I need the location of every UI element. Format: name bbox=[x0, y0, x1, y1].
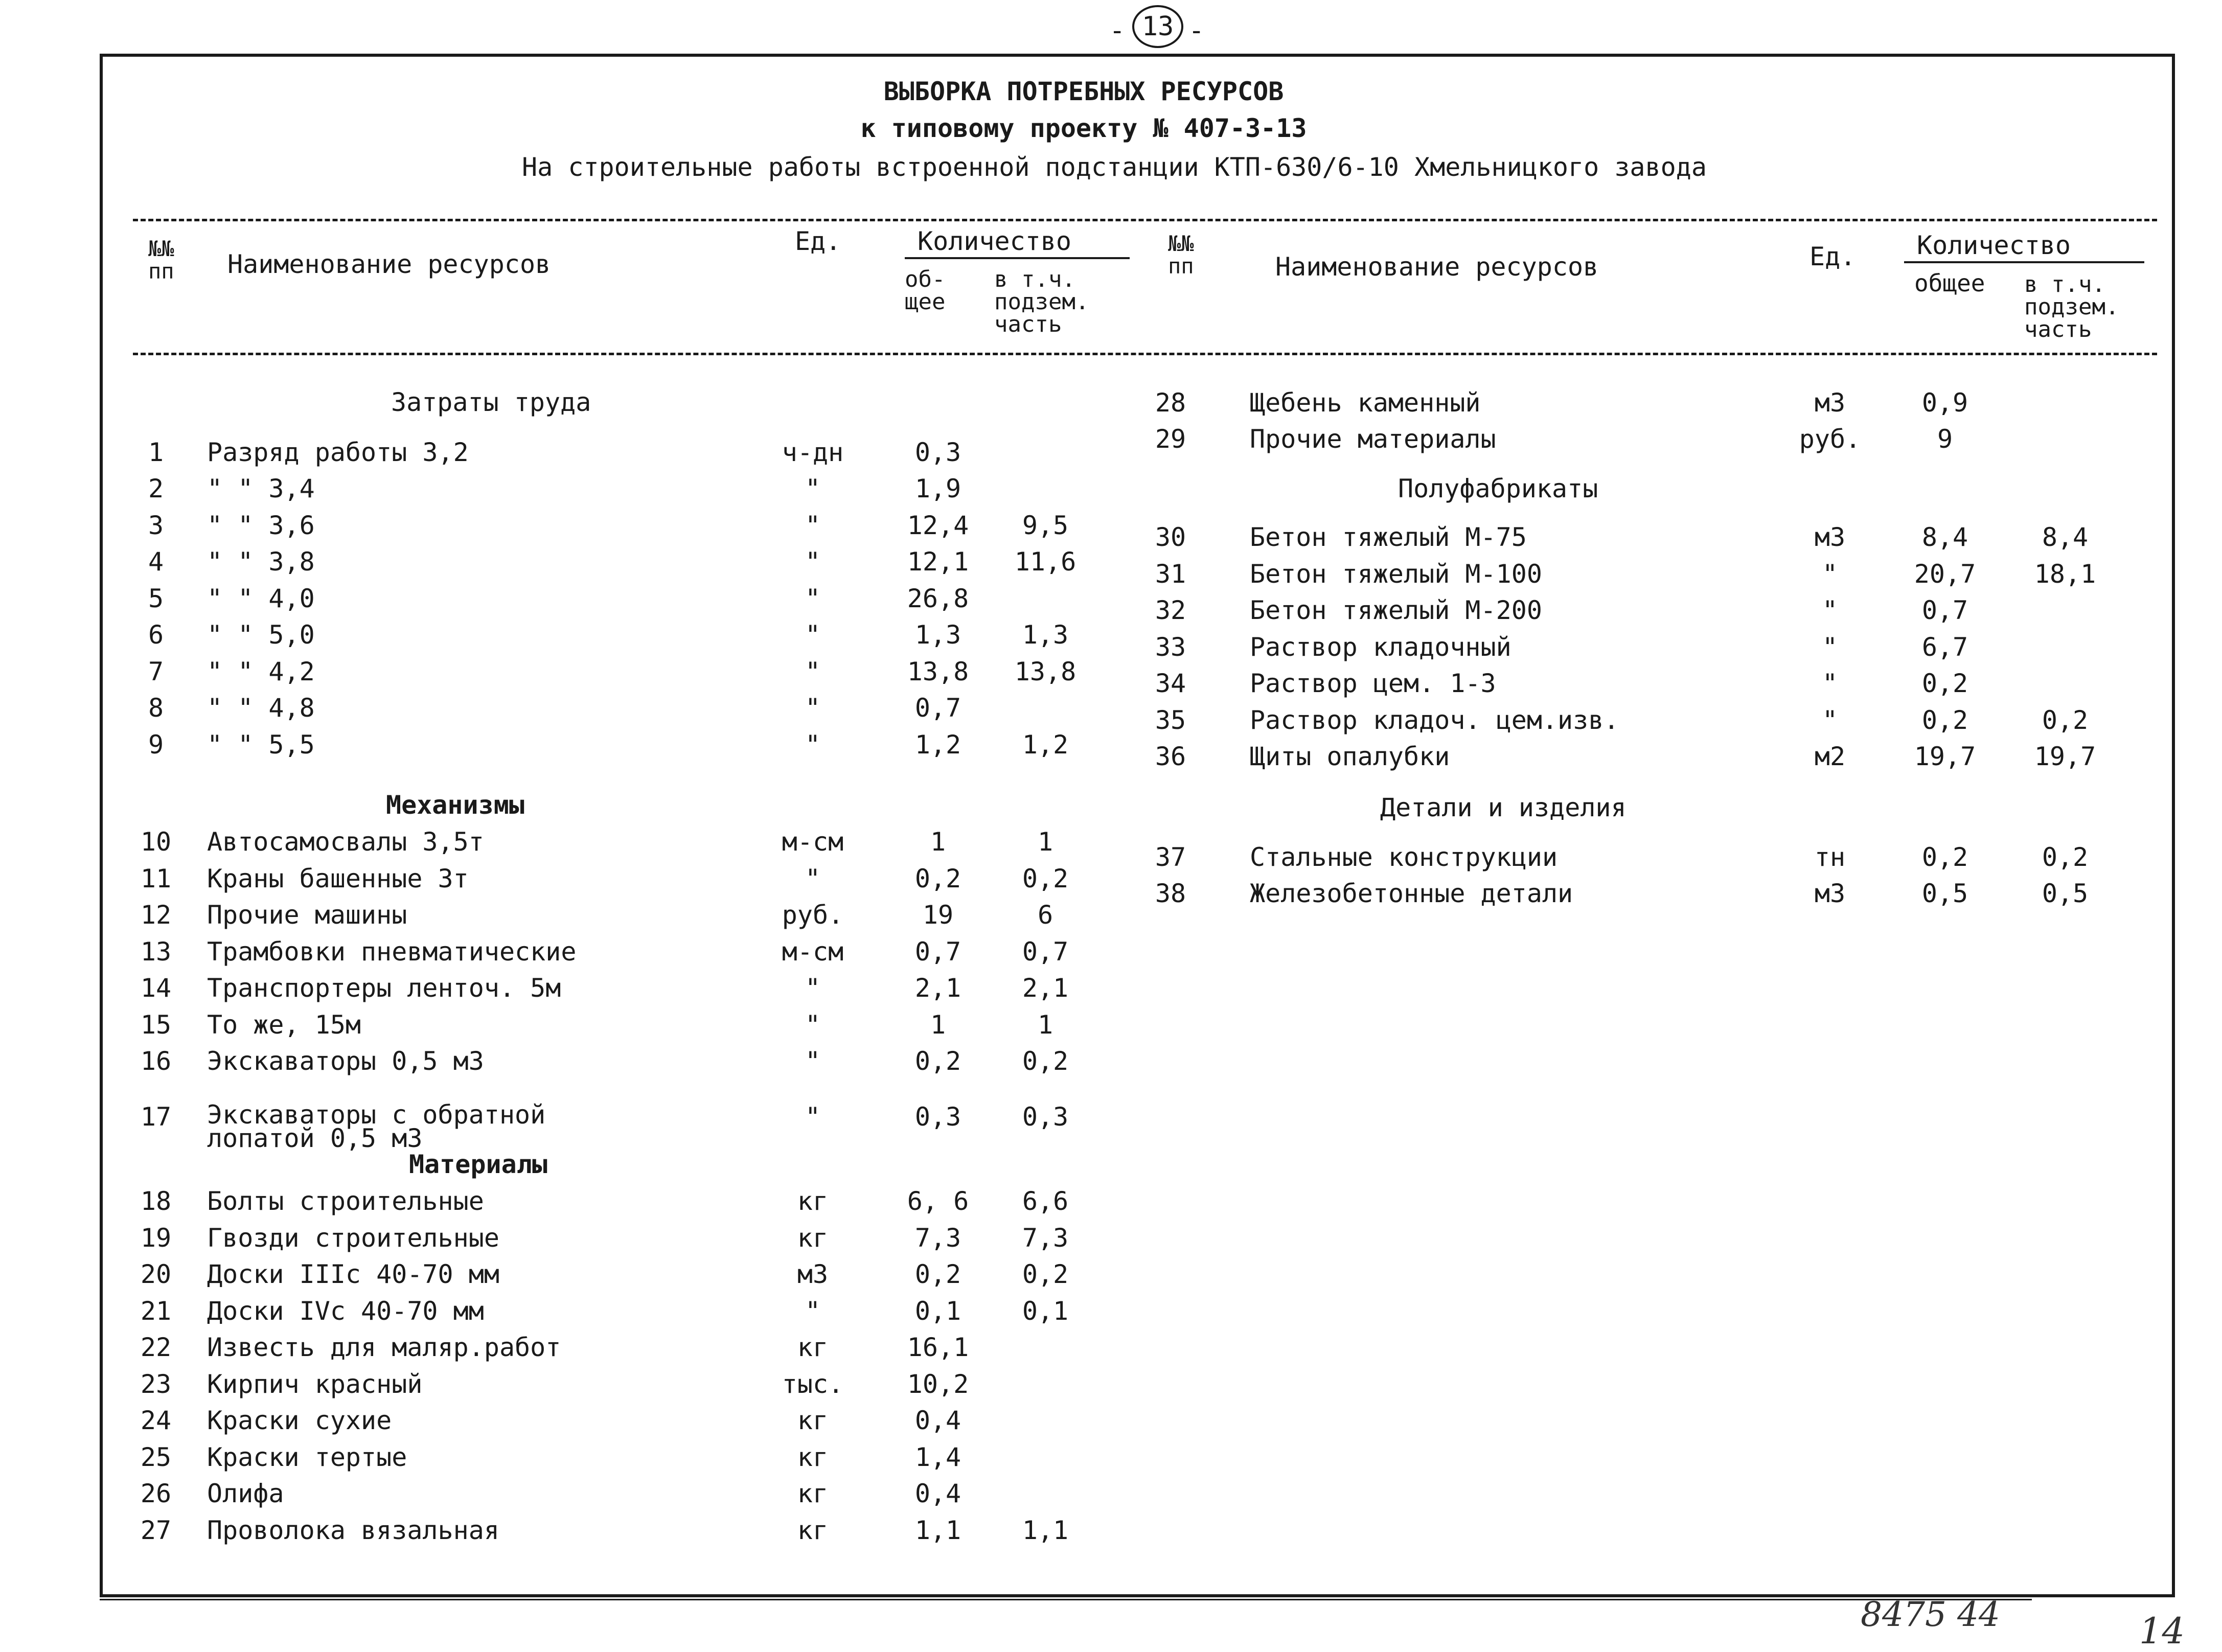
quantity-underground: 1,3 bbox=[1022, 620, 1069, 650]
resource-name: " " 5,0 bbox=[207, 620, 315, 650]
unit: " bbox=[805, 1102, 821, 1132]
quantity-total: 8,4 bbox=[1921, 522, 1968, 552]
resource-name: Проволока вязальная bbox=[207, 1516, 499, 1545]
quantity-total: 16,1 bbox=[907, 1333, 969, 1362]
resource-name: Автосамосвалы 3,5т bbox=[207, 827, 484, 857]
unit: " bbox=[1822, 632, 1838, 662]
quantity-underground: 0,2 bbox=[2042, 842, 2089, 872]
stamp-number: 8475 44 bbox=[1861, 1595, 2000, 1634]
row-number: 6 bbox=[148, 620, 164, 650]
quantity-total: 6,7 bbox=[1921, 632, 1968, 662]
title-line-2: к типовому проекту № 407-3-13 bbox=[860, 113, 1307, 143]
unit: " bbox=[805, 730, 821, 760]
quantity-underground: 0,2 bbox=[1022, 1259, 1069, 1289]
resource-name: Доски IIIс 40-70 мм bbox=[207, 1259, 499, 1289]
row-number: 35 bbox=[1155, 705, 1186, 735]
unit: м3 bbox=[1814, 522, 1846, 552]
unit: " bbox=[805, 973, 821, 1003]
quantity-total: 1,2 bbox=[914, 730, 961, 760]
header-qty-right-underline bbox=[1904, 261, 2144, 263]
unit: м3 bbox=[1814, 879, 1846, 908]
resource-name: " " 3,8 bbox=[207, 547, 315, 577]
unit: " bbox=[1822, 669, 1838, 698]
header-bottom-rule bbox=[133, 353, 2157, 355]
resource-name: То же, 15м bbox=[207, 1010, 361, 1040]
quantity-total: 13,8 bbox=[907, 657, 969, 686]
row-number: 11 bbox=[140, 864, 172, 893]
unit: " bbox=[805, 511, 821, 540]
header-unit-left: Ед. bbox=[795, 226, 841, 256]
header-name-right: Наименование ресурсов bbox=[1275, 252, 1599, 282]
unit: м2 bbox=[1814, 742, 1846, 771]
unit: м3 bbox=[797, 1259, 829, 1289]
row-number: 26 bbox=[140, 1479, 172, 1508]
resource-name: Прочие машины bbox=[207, 900, 407, 930]
resource-name: Гвозди строительные bbox=[207, 1223, 499, 1253]
resource-name: Болты строительные bbox=[207, 1186, 484, 1216]
quantity-underground: 11,6 bbox=[1014, 547, 1076, 577]
unit: " bbox=[805, 864, 821, 893]
row-number: 20 bbox=[140, 1259, 172, 1289]
resource-name: " " 4,0 bbox=[207, 584, 315, 613]
resource-name: Олифа bbox=[207, 1479, 284, 1508]
unit: м-см bbox=[782, 827, 844, 857]
header-total-left: об- щее bbox=[905, 266, 946, 315]
header-total-right: общее bbox=[1914, 269, 1985, 297]
quantity-underground: 6,6 bbox=[1022, 1186, 1069, 1216]
quantity-total: 0,2 bbox=[1921, 842, 1968, 872]
quantity-total: 0,5 bbox=[1921, 879, 1968, 908]
quantity-underground: 1 bbox=[1037, 1010, 1053, 1040]
resource-name: Бетон тяжелый М-200 bbox=[1250, 595, 1542, 625]
unit: " bbox=[805, 1296, 821, 1326]
quantity-total: 1,9 bbox=[914, 474, 961, 503]
unit: " bbox=[805, 657, 821, 686]
quantity-total: 9 bbox=[1937, 424, 1953, 454]
row-number: 25 bbox=[140, 1442, 172, 1472]
resource-name: " " 3,4 bbox=[207, 474, 315, 503]
header-under-right: в т.ч. подзем. часть bbox=[2024, 271, 2119, 342]
quantity-total: 0,2 bbox=[914, 864, 961, 893]
unit: м-см bbox=[782, 937, 844, 967]
quantity-underground: 1,2 bbox=[1022, 730, 1069, 760]
quantity-total: 1 bbox=[930, 1010, 946, 1040]
unit: " bbox=[805, 1046, 821, 1076]
quantity-total: 26,8 bbox=[907, 584, 969, 613]
resource-name: Бетон тяжелый М-100 bbox=[1250, 559, 1542, 589]
title-line-1: ВЫБОРКА ПОТРЕБНЫХ РЕСУРСОВ bbox=[883, 77, 1284, 106]
row-number: 22 bbox=[140, 1333, 172, 1362]
section-labor: Затраты труда bbox=[391, 387, 591, 417]
header-name-left: Наименование ресурсов bbox=[227, 249, 551, 279]
resource-name: Краски сухие bbox=[207, 1406, 392, 1435]
quantity-underground: 13,8 bbox=[1014, 657, 1076, 686]
quantity-underground: 1,1 bbox=[1022, 1516, 1069, 1545]
page-number-dash-right: - bbox=[1188, 15, 1205, 46]
resource-name: Раствор кладоч. цем.изв. bbox=[1250, 705, 1619, 735]
resource-name: Краски тертые bbox=[207, 1442, 407, 1472]
row-number: 38 bbox=[1155, 879, 1186, 908]
document-frame bbox=[100, 54, 2175, 1597]
unit: кг bbox=[797, 1442, 829, 1472]
section-materials: Материалы bbox=[409, 1150, 547, 1179]
quantity-underground: 1 bbox=[1037, 827, 1053, 857]
row-number: 36 bbox=[1155, 742, 1186, 771]
row-number: 24 bbox=[140, 1406, 172, 1435]
resource-name: Транспортеры ленточ. 5м bbox=[207, 973, 561, 1003]
quantity-total: 1 bbox=[930, 827, 946, 857]
quantity-total: 0,7 bbox=[914, 693, 961, 723]
row-number: 10 bbox=[140, 827, 172, 857]
quantity-total: 12,1 bbox=[907, 547, 969, 577]
row-number: 19 bbox=[140, 1223, 172, 1253]
row-number: 17 bbox=[140, 1102, 172, 1132]
row-number: 7 bbox=[148, 657, 164, 686]
page-number-dash-left: - bbox=[1109, 15, 1126, 46]
row-number: 8 bbox=[148, 693, 164, 723]
quantity-total: 6, 6 bbox=[907, 1186, 969, 1216]
quantity-total: 1,3 bbox=[914, 620, 961, 650]
resource-name: Раствор цем. 1-3 bbox=[1250, 669, 1496, 698]
quantity-underground: 0,2 bbox=[1022, 864, 1069, 893]
sheet-number: 14 bbox=[2139, 1610, 2185, 1652]
quantity-total: 0,1 bbox=[914, 1296, 961, 1326]
resource-name-continued: лопатой 0,5 м3 bbox=[207, 1123, 423, 1153]
resource-name: Раствор кладочный bbox=[1250, 632, 1511, 662]
unit: м3 bbox=[1814, 388, 1846, 418]
unit: " bbox=[805, 620, 821, 650]
quantity-total: 10,2 bbox=[907, 1369, 969, 1399]
section-machines: Механизмы bbox=[386, 790, 524, 820]
quantity-underground: 0,1 bbox=[1022, 1296, 1069, 1326]
header-unit-right: Ед. bbox=[1809, 242, 1856, 271]
resource-name: Трамбовки пневматические bbox=[207, 937, 577, 967]
quantity-underground: 0,2 bbox=[1022, 1046, 1069, 1076]
row-number: 13 bbox=[140, 937, 172, 967]
row-number: 33 bbox=[1155, 632, 1186, 662]
quantity-underground: 0,5 bbox=[2042, 879, 2089, 908]
quantity-total: 0,3 bbox=[914, 438, 961, 467]
quantity-total: 0,2 bbox=[1921, 669, 1968, 698]
row-number: 34 bbox=[1155, 669, 1186, 698]
unit: ч-дн bbox=[782, 438, 844, 467]
unit: " bbox=[805, 547, 821, 577]
quantity-total: 0,4 bbox=[914, 1406, 961, 1435]
unit: кг bbox=[797, 1186, 829, 1216]
quantity-underground: 19,7 bbox=[2034, 742, 2096, 771]
resource-name: Прочие материалы bbox=[1250, 424, 1496, 454]
unit: кг bbox=[797, 1406, 829, 1435]
row-number: 4 bbox=[148, 547, 164, 577]
resource-name: Стальные конструкции bbox=[1250, 842, 1558, 872]
resource-name: " " 5,5 bbox=[207, 730, 315, 760]
row-number: 27 bbox=[140, 1516, 172, 1545]
unit: кг bbox=[797, 1333, 829, 1362]
row-number: 3 bbox=[148, 511, 164, 540]
quantity-underground: 2,1 bbox=[1022, 973, 1069, 1003]
row-number: 1 bbox=[148, 438, 164, 467]
resource-name: Разряд работы 3,2 bbox=[207, 438, 469, 467]
row-number: 21 bbox=[140, 1296, 172, 1326]
row-number: 12 bbox=[140, 900, 172, 930]
header-qty-left: Количество bbox=[918, 226, 1072, 256]
resource-name: Кирпич красный bbox=[207, 1369, 423, 1399]
resource-name: Известь для маляр.работ bbox=[207, 1333, 561, 1362]
unit: кг bbox=[797, 1479, 829, 1508]
resource-name: Щиты опалубки bbox=[1250, 742, 1450, 771]
footer-rule bbox=[100, 1599, 2032, 1600]
row-number: 18 bbox=[140, 1186, 172, 1216]
quantity-total: 0,2 bbox=[1921, 705, 1968, 735]
quantity-underground: 8,4 bbox=[2042, 522, 2089, 552]
unit: " bbox=[1822, 705, 1838, 735]
row-number: 31 bbox=[1155, 559, 1186, 589]
quantity-total: 0,4 bbox=[914, 1479, 961, 1508]
row-number: 16 bbox=[140, 1046, 172, 1076]
section-parts: Детали и изделия bbox=[1380, 793, 1627, 822]
quantity-underground: 0,7 bbox=[1022, 937, 1069, 967]
quantity-underground: 6 bbox=[1037, 900, 1053, 930]
header-top-rule bbox=[133, 219, 2157, 221]
row-number: 15 bbox=[140, 1010, 172, 1040]
unit: " bbox=[805, 693, 821, 723]
quantity-total: 19 bbox=[922, 900, 954, 930]
quantity-total: 1,1 bbox=[914, 1516, 961, 1545]
unit: " bbox=[1822, 595, 1838, 625]
quantity-total: 0,9 bbox=[1921, 388, 1968, 418]
row-number: 2 bbox=[148, 474, 164, 503]
resource-name: Бетон тяжелый М-75 bbox=[1250, 522, 1527, 552]
resource-name: Доски IVс 40-70 мм bbox=[207, 1296, 484, 1326]
resource-name: " " 4,8 bbox=[207, 693, 315, 723]
header-num-left: №№ пп bbox=[148, 236, 174, 284]
resource-name: Краны башенные 3т bbox=[207, 864, 469, 893]
quantity-total: 19,7 bbox=[1914, 742, 1976, 771]
row-number: 5 bbox=[148, 584, 164, 613]
quantity-total: 0,3 bbox=[914, 1102, 961, 1132]
quantity-total: 0,2 bbox=[914, 1259, 961, 1289]
unit: тыс. bbox=[782, 1369, 844, 1399]
resource-name: " " 4,2 bbox=[207, 657, 315, 686]
quantity-total: 7,3 bbox=[914, 1223, 961, 1253]
row-number: 28 bbox=[1155, 388, 1186, 418]
header-num-right: №№ пп bbox=[1168, 231, 1194, 279]
row-number: 23 bbox=[140, 1369, 172, 1399]
quantity-underground: 0,3 bbox=[1022, 1102, 1069, 1132]
row-number: 14 bbox=[140, 973, 172, 1003]
unit: " bbox=[805, 584, 821, 613]
unit: кг bbox=[797, 1516, 829, 1545]
resource-name: Экскаваторы 0,5 м3 bbox=[207, 1046, 484, 1076]
page-number: 13 bbox=[1132, 5, 1183, 48]
title-line-3: На строительные работы встроенной подстанции КТП-630/6-10 Хмельницкого завода bbox=[522, 152, 1707, 182]
unit: руб. bbox=[1799, 424, 1861, 454]
row-number: 29 bbox=[1155, 424, 1186, 454]
header-qty-right: Количество bbox=[1917, 231, 2071, 260]
quantity-total: 1,4 bbox=[914, 1442, 961, 1472]
quantity-total: 0,2 bbox=[914, 1046, 961, 1076]
unit: " bbox=[1822, 559, 1838, 589]
row-number: 9 bbox=[148, 730, 164, 760]
section-semifinished: Полуфабрикаты bbox=[1398, 474, 1598, 503]
quantity-total: 12,4 bbox=[907, 511, 969, 540]
row-number: 37 bbox=[1155, 842, 1186, 872]
row-number: 32 bbox=[1155, 595, 1186, 625]
row-number: 30 bbox=[1155, 522, 1186, 552]
unit: " bbox=[805, 474, 821, 503]
resource-name: Щебень каменный bbox=[1250, 388, 1481, 418]
unit: тн bbox=[1814, 842, 1846, 872]
quantity-total: 0,7 bbox=[1921, 595, 1968, 625]
quantity-total: 20,7 bbox=[1914, 559, 1976, 589]
quantity-underground: 9,5 bbox=[1022, 511, 1069, 540]
quantity-total: 2,1 bbox=[914, 973, 961, 1003]
resource-name: Железобетонные детали bbox=[1250, 879, 1573, 908]
quantity-underground: 7,3 bbox=[1022, 1223, 1069, 1253]
unit: кг bbox=[797, 1223, 829, 1253]
quantity-underground: 0,2 bbox=[2042, 705, 2089, 735]
resource-name: Экскаваторы с обратной bbox=[207, 1100, 546, 1130]
quantity-underground: 18,1 bbox=[2034, 559, 2096, 589]
unit: " bbox=[805, 1010, 821, 1040]
unit: руб. bbox=[782, 900, 844, 930]
quantity-total: 0,7 bbox=[914, 937, 961, 967]
header-under-left: в т.ч. подзем. часть bbox=[994, 266, 1089, 337]
resource-name: " " 3,6 bbox=[207, 511, 315, 540]
header-qty-left-underline bbox=[905, 257, 1130, 259]
